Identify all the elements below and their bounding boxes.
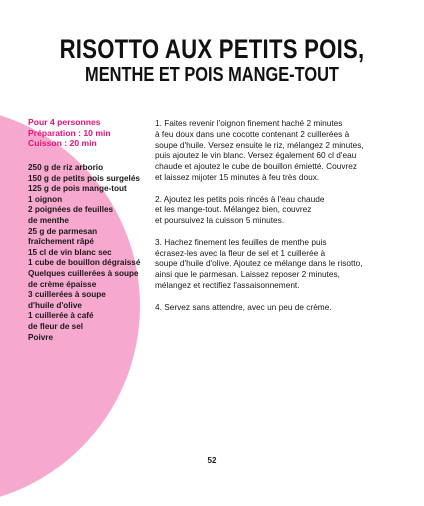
ingredient-line: 150 g de petits pois surgelés bbox=[28, 173, 140, 183]
ingredient-line: de crème épaisse bbox=[28, 279, 97, 289]
instruction-step bbox=[155, 194, 387, 226]
servings-label: Pour 4 personnes bbox=[28, 117, 101, 127]
ingredient-line: Quelques cuillerées à soupe bbox=[28, 268, 139, 278]
instruction-line: et laissez mijoter 15 minutes à feu très doux. bbox=[155, 171, 320, 182]
ingredient-line: 125 g de pois mange-tout bbox=[28, 184, 127, 194]
ingredient-line: de fleur de sel bbox=[28, 321, 84, 331]
instruction-line: soupe d'huile d'olive. Ajoutez ce mélange dans le risotto, bbox=[155, 258, 363, 269]
instructions bbox=[155, 118, 387, 323]
ingredient-line: 3 cuillerées à soupe bbox=[28, 290, 106, 300]
instruction-line: ainsi que le parmesan. Laissez reposer 2 minutes, bbox=[155, 269, 340, 280]
ingredient-line: de menthe bbox=[28, 215, 69, 225]
instruction-line: mélangez et rectifiez l'assaisonnement. bbox=[155, 279, 300, 290]
instruction-line: à feu doux dans une cocotte contenant 2 cuillerées à bbox=[155, 128, 350, 139]
prep-time-label: Préparation : 10 min bbox=[28, 127, 111, 138]
page-number: 52 bbox=[207, 456, 217, 465]
ingredient-line: 2 poignées de feuilles bbox=[28, 205, 114, 215]
ingredient-line: 15 cl de vin blanc sec bbox=[28, 247, 112, 257]
instruction-line: 4. Servez sans attendre, avec un peu de crème. bbox=[155, 301, 332, 312]
instruction-line: 1. Faites revenir l'oignon finement haché 2 minutes bbox=[155, 118, 343, 128]
recipe-title-line-1: RISOTTO AUX PETITS POIS, bbox=[59, 34, 365, 64]
recipe-title-line-2: MENTHE ET POIS MANGE-TOUT bbox=[85, 64, 339, 86]
cook-time-label: Cuisson : 20 min bbox=[28, 138, 97, 149]
ingredient-line: 1 cuillerée à café bbox=[28, 311, 94, 321]
ingredient-line: 25 g de parmesan bbox=[28, 226, 98, 236]
instruction-line: et poursuivez la cuisson 5 minutes. bbox=[155, 215, 285, 226]
ingredient-line: d'huile d'olive bbox=[28, 300, 82, 310]
ingredients-list bbox=[28, 163, 140, 343]
instruction-line: chaude et ajoutez le cube de bouillon émietté. Couvrez bbox=[155, 161, 358, 172]
instruction-line: 2. Ajoutez les petits pois rincés à l'eau chaude bbox=[155, 193, 325, 204]
instruction-line: et les mange-tout. Mélangez bien, couvrez bbox=[155, 204, 312, 215]
ingredient-line: 1 cube de bouillon dégraissé bbox=[28, 258, 141, 268]
instruction-step bbox=[155, 302, 387, 313]
instruction-line: puis ajoutez le vin blanc. Versez également 60 cl d'eau bbox=[155, 150, 357, 161]
instruction-line: soupe d'huile. Versez ensuite le riz, mélangez 2 minutes, bbox=[155, 139, 364, 150]
instruction-line: écrasez-les avec la fleur de sel et 1 cuillerée à bbox=[155, 247, 326, 258]
ingredient-line: fraîchement râpé bbox=[28, 237, 94, 247]
ingredient-line: Poivre bbox=[28, 332, 54, 342]
instruction-line: 3. Hachez finement les feuilles de menthe puis bbox=[155, 236, 327, 247]
ingredient-line: 1 oignon bbox=[28, 194, 63, 204]
instruction-step bbox=[155, 237, 387, 291]
instruction-step bbox=[155, 118, 387, 183]
recipe-meta bbox=[28, 117, 111, 149]
ingredient-line: 250 g de riz arborio bbox=[28, 163, 104, 172]
